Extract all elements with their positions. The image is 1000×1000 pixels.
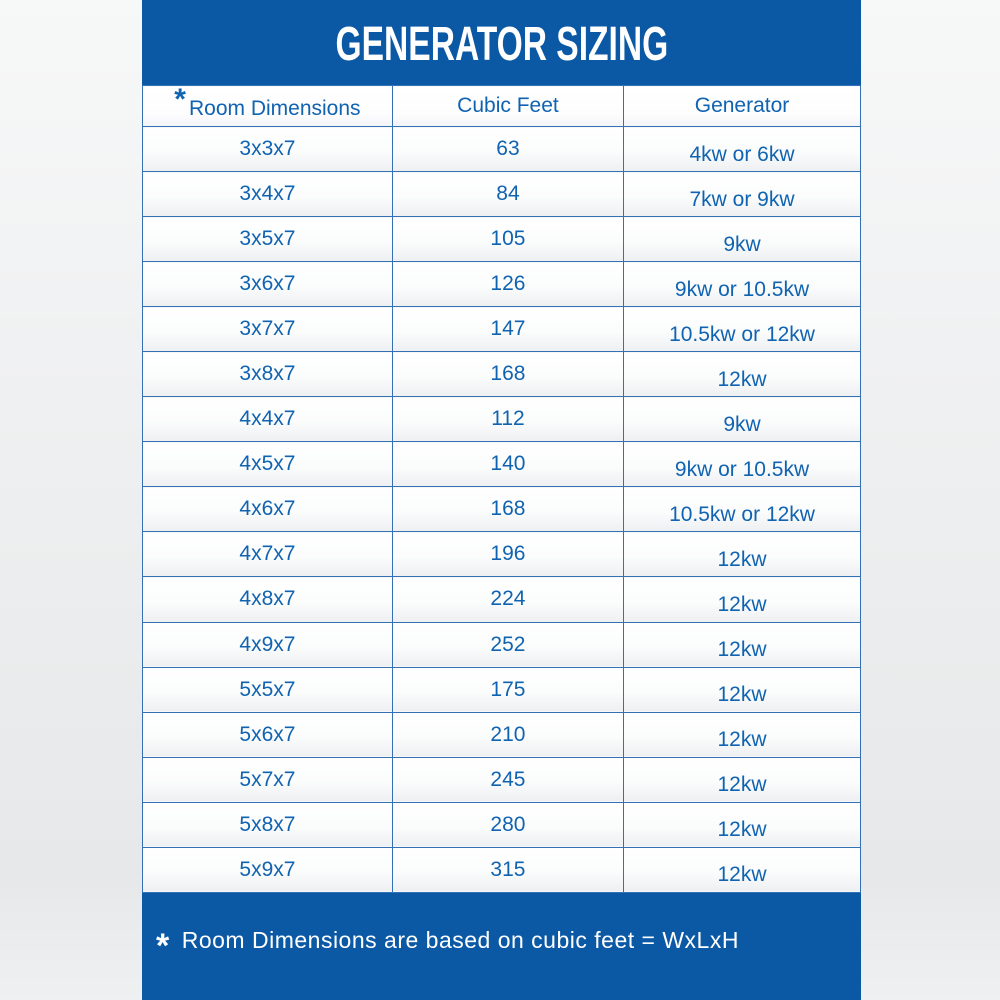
poster-title: GENERATOR SIZING	[335, 15, 668, 70]
cubic-feet-cell: 140	[392, 442, 623, 487]
generator-cell: 12kw	[624, 622, 861, 667]
generator-cell: 9kw	[624, 397, 861, 442]
room-dimensions-cell: 3x6x7	[143, 262, 393, 307]
table-row	[143, 712, 861, 757]
room-dimensions-cell: 4x4x7	[143, 397, 393, 442]
generator-cell: 12kw	[624, 712, 861, 757]
table-row	[143, 262, 861, 307]
room-dimensions-cell: 5x9x7	[143, 847, 393, 892]
table-row	[143, 577, 861, 622]
cubic-feet-cell: 196	[392, 532, 623, 577]
generator-cell: 12kw	[624, 532, 861, 577]
room-dimensions-cell: 4x7x7	[143, 532, 393, 577]
room-dimensions-cell: 3x3x7	[143, 127, 393, 172]
cubic-feet-cell: 112	[392, 397, 623, 442]
room-dimensions-cell: 3x8x7	[143, 352, 393, 397]
generator-cell: 12kw	[624, 757, 861, 802]
cubic-feet-cell: 245	[392, 757, 623, 802]
generator-cell: 12kw	[624, 352, 861, 397]
table-row	[143, 442, 861, 487]
room-dimensions-cell: 4x5x7	[143, 442, 393, 487]
table-row	[143, 622, 861, 667]
cubic-feet-cell: 63	[392, 127, 623, 172]
cubic-feet-cell: 224	[392, 577, 623, 622]
room-dimensions-cell: 5x8x7	[143, 802, 393, 847]
column-header-cubic-feet: Cubic Feet	[392, 86, 623, 127]
table-row	[143, 307, 861, 352]
generator-cell: 9kw or 10.5kw	[624, 442, 861, 487]
generator-cell: 12kw	[624, 847, 861, 892]
table-row	[143, 397, 861, 442]
cubic-feet-cell: 84	[392, 172, 623, 217]
footer-band	[142, 893, 861, 1000]
room-dimensions-cell: 5x7x7	[143, 757, 393, 802]
generator-sizing-table	[142, 85, 861, 893]
room-dimensions-cell: 4x9x7	[143, 622, 393, 667]
room-dimensions-cell: 4x8x7	[143, 577, 393, 622]
table-row	[143, 667, 861, 712]
cubic-feet-cell: 175	[392, 667, 623, 712]
room-dimensions-cell: 5x6x7	[143, 712, 393, 757]
room-dimensions-cell: 3x7x7	[143, 307, 393, 352]
footnote-text: Room Dimensions are based on cubic feet = WxLxH	[181, 927, 739, 953]
footnote: * Room Dimensions are based on cubic feet = WxLxH	[156, 926, 739, 965]
column-header-room-dimensions	[143, 83, 393, 127]
cubic-feet-cell: 168	[392, 352, 623, 397]
title-band	[142, 0, 861, 85]
cubic-feet-cell: 126	[392, 262, 623, 307]
room-dimensions-cell: 5x5x7	[143, 667, 393, 712]
cubic-feet-cell: 168	[392, 487, 623, 532]
header-asterisk: *	[174, 83, 186, 116]
table-row	[143, 172, 861, 217]
room-dimensions-cell: 3x5x7	[143, 217, 393, 262]
table-row	[143, 127, 861, 172]
room-dimensions-cell: 3x4x7	[143, 172, 393, 217]
generator-cell: 12kw	[624, 667, 861, 712]
table-row	[143, 757, 861, 802]
cubic-feet-cell: 147	[392, 307, 623, 352]
table-body	[143, 127, 861, 893]
generator-cell: 9kw	[624, 217, 861, 262]
cubic-feet-cell: 210	[392, 712, 623, 757]
generator-cell: 12kw	[624, 802, 861, 847]
room-dimensions-cell: 4x6x7	[143, 487, 393, 532]
generator-cell: 7kw or 9kw	[624, 172, 861, 217]
column-header-generator: Generator	[624, 86, 861, 127]
column-header-room-dimensions-label: Room Dimensions	[188, 97, 361, 120]
table-row	[143, 802, 861, 847]
cubic-feet-cell: 252	[392, 622, 623, 667]
poster-panel	[142, 0, 861, 1000]
generator-cell: 4kw or 6kw	[624, 127, 861, 172]
cubic-feet-cell: 315	[392, 847, 623, 892]
table-row	[143, 532, 861, 577]
table-row	[143, 217, 861, 262]
table-row	[143, 847, 861, 892]
table-row	[143, 487, 861, 532]
generator-cell: 12kw	[624, 577, 861, 622]
cubic-feet-cell: 105	[392, 217, 623, 262]
table-row	[143, 352, 861, 397]
generator-cell: 10.5kw or 12kw	[624, 487, 861, 532]
cubic-feet-cell: 280	[392, 802, 623, 847]
generator-cell: 9kw or 10.5kw	[624, 262, 861, 307]
generator-cell: 10.5kw or 12kw	[624, 307, 861, 352]
table-header-row	[143, 86, 861, 127]
